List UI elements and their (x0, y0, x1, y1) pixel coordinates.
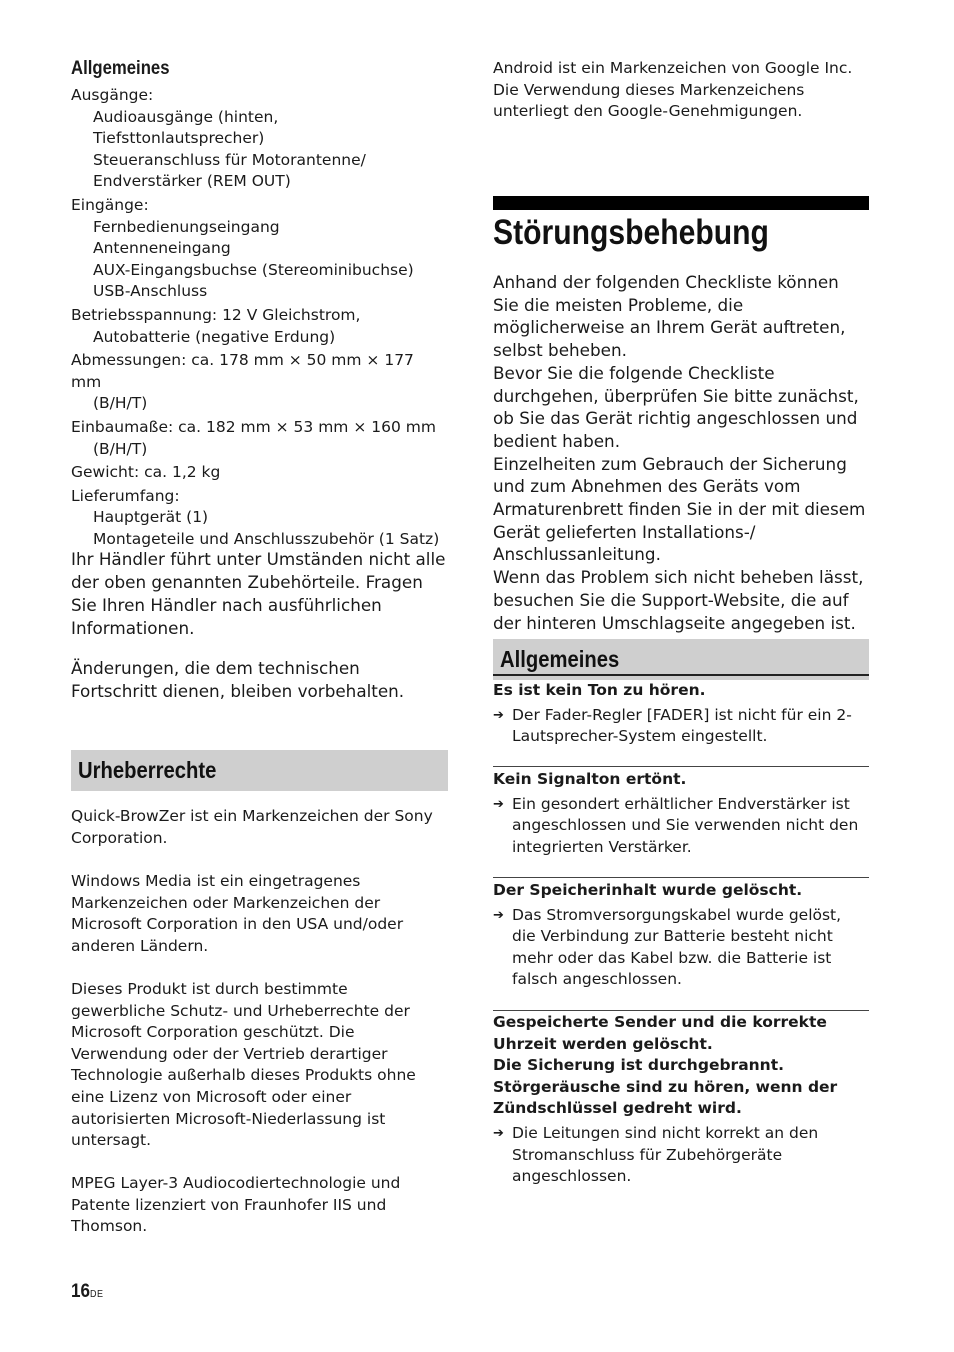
problem-item (493, 1012, 869, 1188)
spec-sub-item: USB-Anschluss (93, 282, 208, 301)
problem-item (493, 880, 869, 991)
general-heading-text: Allgemeines (500, 646, 620, 672)
arrow-right-icon: ➔ (493, 707, 504, 723)
arrow-right-icon: ➔ (493, 1125, 504, 1141)
spec-outputs (71, 85, 449, 193)
solution (493, 705, 869, 748)
spec-sub-item: Audioausgänge (hinten, (93, 107, 279, 126)
spec-sub-item: Endverstärker (REM OUT) (93, 172, 291, 191)
spec-label: Abmessungen: ca. 178 mm × 50 mm × 177 mm (71, 351, 414, 391)
spec-weight (71, 462, 449, 484)
problem-title: Störgeräusche sind zu hören, wenn der Zündschlüssel gedreht wird. (493, 1077, 838, 1118)
problem-title: Der Speicherinhalt wurde gelöscht. (493, 881, 803, 899)
spec-power (71, 305, 449, 348)
spec-sub-item: Hauptgerät (1) (93, 508, 209, 527)
problem-item (493, 769, 869, 858)
section-rule (493, 674, 869, 676)
copyright-heading (71, 750, 448, 791)
title-bar (493, 196, 869, 210)
troubleshooting-intro (493, 271, 869, 634)
spec-sub-item: Fernbedienungseingang (93, 217, 280, 236)
problem-title: Die Sicherung ist durchgebrannt. (493, 1056, 785, 1075)
solution (493, 1123, 869, 1188)
intro-paragraph: Bevor Sie die folgende Checkliste durchgehen, überprüfen Sie bitte zunächst, ob Sie das Gerät richtig angeschlossen und bedient haben. (493, 362, 859, 451)
page-number-value: 16 (71, 1281, 91, 1302)
android-trademark: Android ist ein Markenzeichen von Google Inc. Die Verwendung dieses Markenzeichens unterliegt den Google-Genehmigungen. (493, 59, 853, 121)
page-number (71, 1281, 103, 1303)
problem-title: Gespeicherte Sender und die korrekte Uhrzeit werden gelöscht. (493, 1013, 827, 1053)
divider (493, 766, 869, 767)
spec-label: Lieferumfang: (71, 486, 180, 505)
copyright-paragraph: Quick-BrowZer ist ein Markenzeichen der Sony Corporation. (71, 807, 433, 847)
spec-inputs (71, 195, 449, 303)
divider (493, 877, 869, 878)
spec-sub-item: Antenneneingang (93, 239, 231, 258)
spec-sub-item: (B/H/T) (93, 439, 148, 458)
spec-sub-item: Steueranschluss für Motorantenne/ (93, 150, 366, 169)
intro-paragraph: Anhand der folgenden Checkliste können Sie die meisten Probleme, die möglicherweise an Ihrem Gerät auftreten, selbst beheben. (493, 272, 846, 361)
spec-label: Ausgänge: (71, 86, 154, 104)
spec-label: Eingänge: (71, 195, 149, 214)
copyright-paragraph: Dieses Produkt ist durch bestimmte gewerbliche Schutz- und Urheberrechte der Microsoft Corporation geschützt. Die Verwendung oder der Vertrieb derartiger Technologie außerhalb dieses Produkts ohne eine Lizenz von Microsoft oder einer autorisierten Microsoft-Niederlassung ist untersagt. (71, 980, 416, 1150)
spec-sub-item: Tiefsttonlautsprecher) (93, 129, 265, 148)
dealer-note: Ihr Händler führt unter Umständen nicht alle der oben genannten Zubehörteile. Fragen Sie Ihren Händler nach ausführlichen Informationen. (71, 549, 446, 638)
spec-sub-item: (B/H/T) (93, 394, 148, 413)
copyright-paragraph: MPEG Layer-3 Audiocodiertechnologie und Patente lizenziert von Fraunhofer IIS und Thomson. (71, 1174, 401, 1236)
divider (493, 1010, 869, 1011)
solution-text: Das Stromversorgungskabel wurde gelöst, die Verbindung zur Batterie besteht nicht mehr oder das Kabel bzw. die Batterie ist falsch angeschlossen. (512, 905, 842, 989)
intro-paragraph: Einzelheiten zum Gebrauch der Sicherung und zum Abnehmen des Geräts vom Armaturenbrett finden Sie in der mit diesem Gerät gelieferten Installations-/ Anschlussanleitung. (493, 453, 866, 565)
problem-title: Kein Signalton ertönt. (493, 770, 687, 788)
problem-title: Es ist kein Ton zu hören. (493, 681, 706, 699)
spec-sub-item: Autobatterie (negative Erdung) (93, 327, 336, 346)
solution (493, 794, 869, 859)
page-title: Störungsbehebung (493, 213, 769, 252)
changes-note: Änderungen, die dem technischen Fortschritt dienen, bleiben vorbehalten. (71, 658, 405, 701)
arrow-right-icon: ➔ (493, 796, 504, 812)
solution-text: Die Leitungen sind nicht korrekt an den Stromanschluss für Zubehörgeräte angeschlossen. (512, 1123, 819, 1186)
spec-label: Betriebsspannung: 12 V Gleichstrom, (71, 305, 361, 324)
solution (493, 905, 869, 991)
specs-heading: Allgemeines (71, 58, 170, 79)
copyright-heading-text: Urheberrechte (78, 757, 217, 783)
solution-text: Ein gesondert erhältlicher Endverstärker ist angeschlossen und Sie verwenden nicht den integrierten Verstärker. (512, 794, 859, 856)
spec-label: Gewicht: ca. 1,2 kg (71, 463, 221, 482)
solution-text: Der Fader-Regler [FADER] ist nicht für ein 2-Lautsprecher-System eingestellt. (512, 705, 852, 746)
specs-list (71, 85, 449, 552)
copyright-paragraph: Windows Media ist ein eingetragenes Markenzeichen oder Markenzeichen der Microsoft Corporation in den USA und/oder anderen Ländern. (71, 872, 404, 955)
arrow-right-icon: ➔ (493, 907, 504, 923)
spec-supplied (71, 486, 449, 551)
intro-paragraph: Wenn das Problem sich nicht beheben lässt, besuchen Sie die Support-Website, die auf der hinteren Umschlagseite angegeben ist. (493, 567, 864, 633)
page-language: DE (90, 1289, 104, 1300)
spec-sub-item: Montageteile und Anschlusszubehör (1 Satz) (93, 529, 440, 548)
spec-mounting (71, 417, 449, 460)
problem-item (493, 680, 869, 748)
spec-sub-item: AUX-Eingangsbuchse (Stereominibuchse) (93, 260, 414, 279)
spec-dimensions (71, 350, 449, 415)
spec-label: Einbaumaße: ca. 182 mm × 53 mm × 160 mm (71, 417, 436, 436)
